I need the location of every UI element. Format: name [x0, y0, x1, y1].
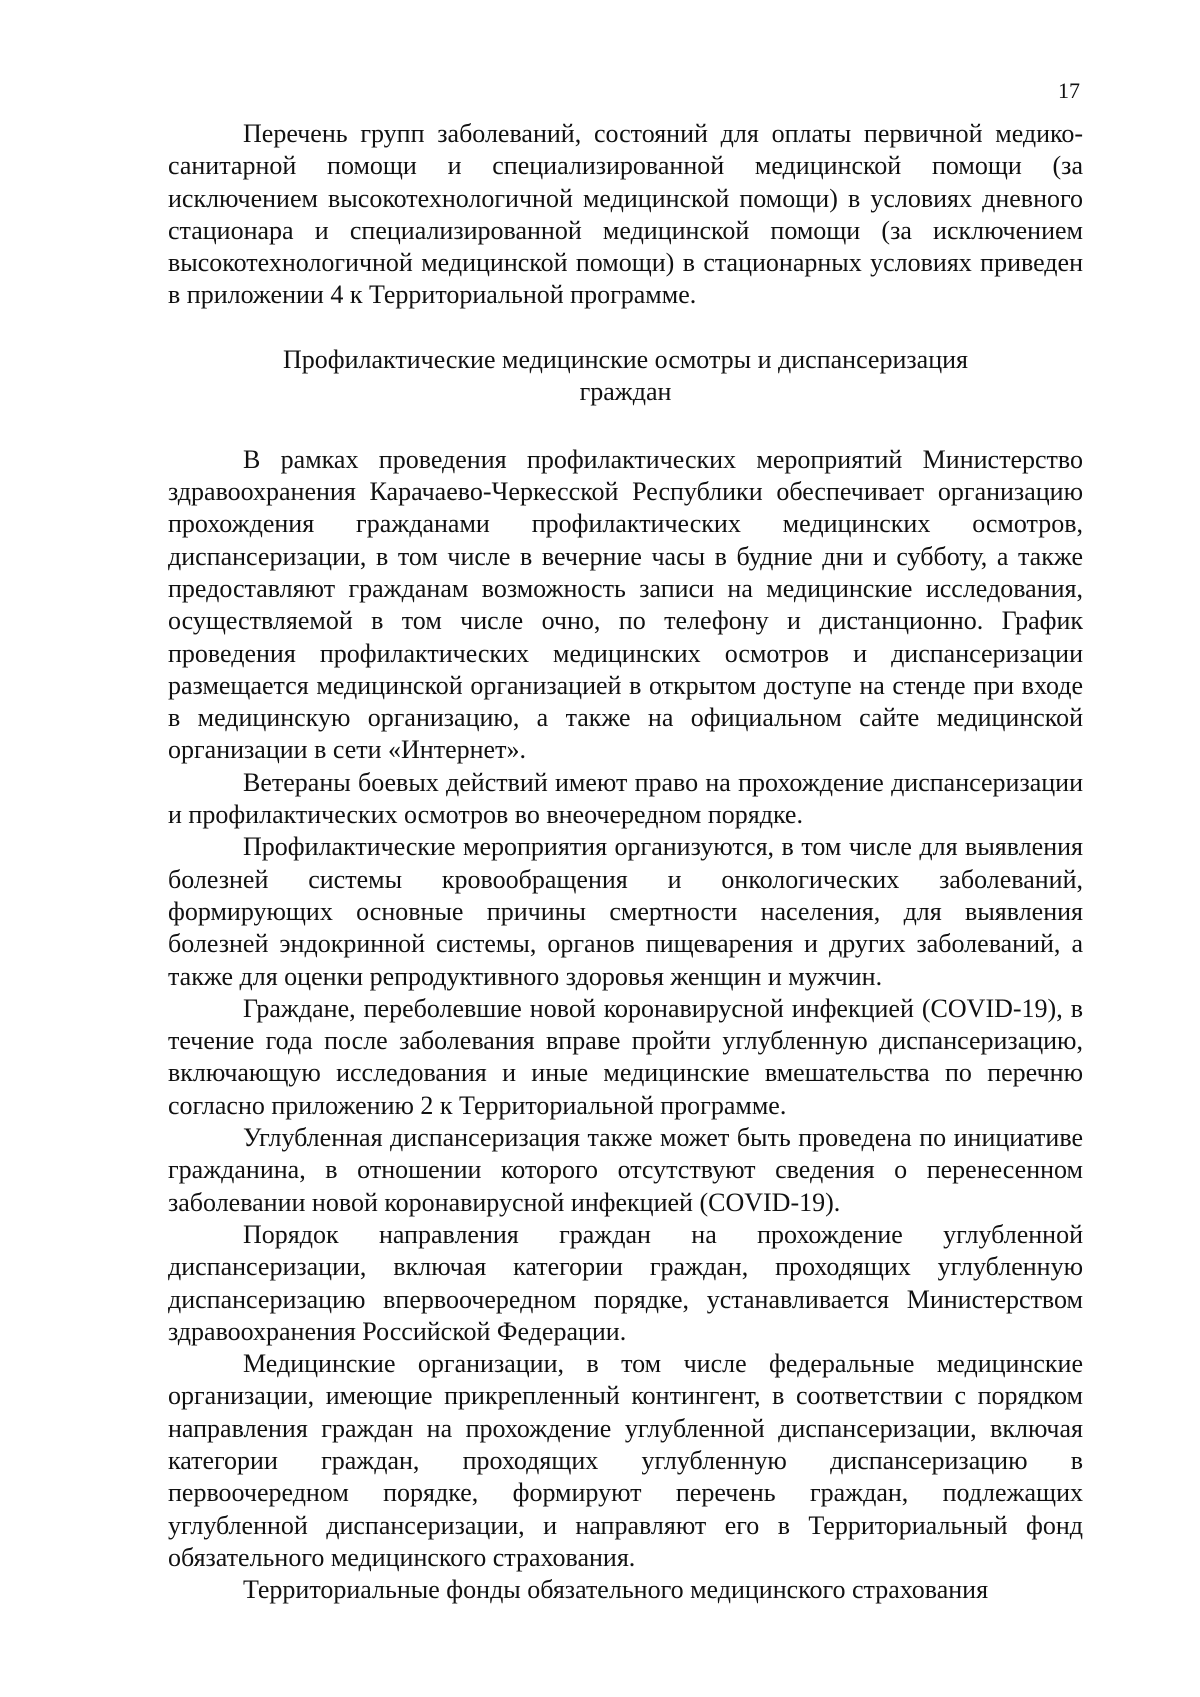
page-content	[168, 118, 1083, 1606]
page-number: 17	[1058, 78, 1080, 103]
section-heading-line-2: граждан	[579, 376, 672, 406]
section-paragraph-5: Углубленная диспансеризация также может быть проведена по инициативе гражданина, в отношении которого отсутствуют сведения о перенесенном заболевании новой коронавирусной инфекцией (COVID-19).	[168, 1123, 1083, 1217]
section-paragraph-6: Порядок направления граждан на прохождение углубленной диспансеризации, включая категории граждан, проходящих углубленную диспансеризацию впервоочередном порядке, устанавливается Министерством здравоохранения Российской Федерации.	[168, 1219, 1083, 1346]
section-paragraph-2: Ветераны боевых действий имеют право на прохождение диспансеризации и профилактических осмотров во внеочередном порядке.	[168, 767, 1083, 830]
section-heading	[168, 344, 1083, 408]
section-paragraph-3: Профилактические мероприятия организуются, в том числе для выявления болезней системы кровообращения и онкологических заболеваний, формирующих основные причины смертности населения, для выявления болезней эндокринной системы, органов пищеварения и других заболеваний, а также для оценки репродуктивного здоровья женщин и мужчин.	[168, 832, 1083, 991]
section-paragraph-7: Медицинские организации, в том числе федеральные медицинские организации, имеющие прикрепленный контингент, в соответствии с порядком направления граждан на прохождение углубленной диспансеризации, включая категории граждан, проходящих углубленную диспансеризацию в первоочередном порядке, формируют перечень граждан, подлежащих углубленной диспансеризации, и направляют его в Территориальный фонд обязательного медицинского страхования.	[168, 1349, 1083, 1572]
section-heading-line-1: Профилактические медицинские осмотры и диспансеризация	[283, 344, 968, 374]
section-paragraph-1: В рамках проведения профилактических мероприятий Министерство здравоохранения Карачаево-Черкесской Республики обеспечивает организацию прохождения гражданами профилактических медицинских осмотров, диспансеризации, в том числе в вечерние часы в будние дни и субботу, а также предоставляют гражданам возможность записи на медицинские исследования, осуществляемой в том числе очно, по телефону и дистанционно. График проведения профилактических медицинских осмотров и диспансеризации размещается медицинской организацией в открытом доступе на стенде при входе в медицинскую организацию, а также на официальном сайте медицинской организации в сети «Интернет».	[168, 444, 1083, 765]
intro-paragraph: Перечень групп заболеваний, состояний для оплаты первичной медико-санитарной помощи и специализированной медицинской помощи (за исключением высокотехнологичной медицинской помощи) в условиях дневного стационара и специализированной медицинской помощи (за исключением высокотехнологичной медицинской помощи) в стационарных условиях приведен в приложении 4 к Территориальной программе.	[168, 119, 1083, 310]
section-paragraph-4: Граждане, переболевшие новой коронавирусной инфекцией (COVID-19), в течение года после заболевания вправе пройти углубленную диспансеризацию, включающую исследования и иные медицинские вмешательства по перечню согласно приложению 2 к Территориальной программе.	[168, 993, 1083, 1120]
section-paragraph-8: Территориальные фонды обязательного медицинского страхования	[243, 1575, 989, 1605]
